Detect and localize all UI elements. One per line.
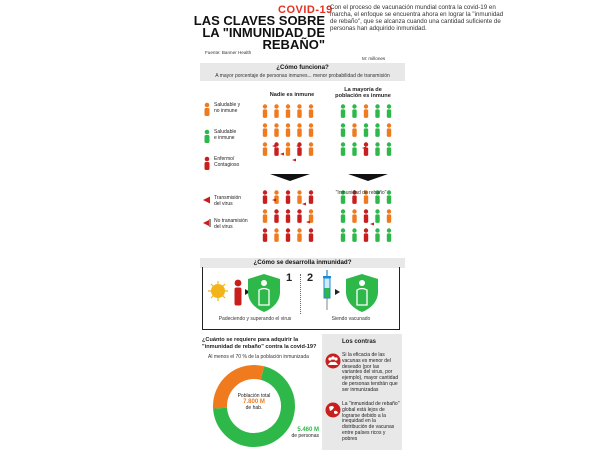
transmission-arrow-icon	[203, 196, 212, 204]
person-icon	[375, 209, 379, 223]
person-icon	[309, 104, 313, 118]
person-icon	[341, 142, 345, 156]
person-icon	[274, 104, 278, 118]
person-icon	[297, 228, 301, 242]
person-icon	[274, 142, 278, 156]
legend-label	[214, 129, 264, 141]
person-icon	[364, 228, 368, 242]
legend-label-2: del virus	[214, 224, 233, 230]
column-mostly-immune	[328, 87, 398, 100]
legend-label-1: Transmisión	[214, 195, 242, 201]
person-icon-red	[203, 156, 211, 170]
cons-item-2: La "inmunidad de rebaño" global está lejos de lograrse debido a la inequidad en la distribución de vacunas entre países ricos y pobres	[342, 401, 400, 442]
how-question: ¿Cómo funciona?	[276, 64, 329, 71]
legend-label-1: Saludable y	[214, 102, 241, 108]
total-label-2: de hab.	[245, 405, 263, 411]
requirement-note: Al menos el 70 % de la población inmunizada	[208, 354, 309, 360]
person-icon	[387, 209, 391, 223]
legend-label-1: No tranamisión	[214, 218, 248, 224]
legend-label	[214, 102, 264, 114]
person-icon	[297, 123, 301, 137]
transmission-arrow	[292, 159, 296, 162]
unit-note: M: millones	[362, 56, 386, 61]
source-note: Fuente: Banner Health	[205, 50, 252, 55]
person-icon	[387, 104, 391, 118]
immune-value: 5.460 M	[297, 427, 319, 433]
person-icon	[341, 104, 345, 118]
person-icon	[263, 104, 267, 118]
blocked-transmission-icon	[203, 219, 212, 227]
person-icon	[274, 123, 278, 137]
legend-label-2: no inmune	[214, 108, 238, 114]
cons-title: Los contras	[342, 339, 377, 345]
method-caption-1: Padeciendo y superando el virus	[218, 316, 292, 322]
requirement-question	[202, 337, 320, 350]
requirement-question-line-2: "inmunidad de rebaño" contra la covid-19?	[202, 343, 317, 350]
immune-callout	[281, 427, 319, 439]
method-number-2: 2	[307, 272, 314, 284]
herd-immunity-label: "Inmunidad de rebaño"	[335, 190, 387, 196]
person-icon	[263, 142, 267, 156]
kicker: COVID-19	[278, 4, 333, 16]
person-icon	[274, 228, 278, 242]
legend-label-2: del virus	[214, 201, 233, 207]
person-icon	[263, 228, 267, 242]
person-icon	[286, 209, 290, 223]
legend-label-1: Saludable	[214, 129, 237, 135]
person-icon	[286, 104, 290, 118]
transmission-arrow	[272, 145, 276, 148]
person-icon	[286, 123, 290, 137]
person-icon	[352, 209, 356, 223]
virus-to-person-illustration	[208, 270, 288, 314]
cons-item-1: Si la eficacia de las vacunas es menor del deseado (por las variantes del virus, por ejemplo), mayor cantidad de personas tendrán que ser inmunizadas	[342, 352, 399, 393]
person-icon	[263, 123, 267, 137]
person-icon	[341, 123, 345, 137]
total-label-1: Población total	[237, 393, 271, 399]
develop-divider	[300, 274, 302, 314]
person-icon	[352, 142, 356, 156]
person-icon	[375, 123, 379, 137]
person-icon	[352, 123, 356, 137]
transmission-arrow	[280, 153, 284, 156]
title-line-2: LA "INMUNIDAD DE	[202, 25, 325, 40]
person-icon	[375, 104, 379, 118]
column-mostly-immune-line-2: población es inmune	[335, 93, 391, 100]
method-caption-2: Siendo vacunado	[331, 316, 371, 322]
requirement-question-line-1: ¿Cuánto se requiere para adquirir la	[202, 337, 299, 343]
globe-icon	[325, 402, 341, 418]
person-icon	[375, 142, 379, 156]
legend	[203, 100, 263, 240]
total-value: 7.800 M	[243, 399, 265, 405]
arrow-icon	[335, 289, 340, 295]
person-icon	[309, 228, 313, 242]
person-icon	[387, 142, 391, 156]
person-icon	[352, 228, 356, 242]
group-people-icon	[325, 353, 341, 369]
person-icon	[297, 209, 301, 223]
column-mostly-immune-line-1: La mayoría de	[344, 87, 382, 93]
immune-label: de personas	[291, 433, 319, 439]
down-arrow-icon	[348, 174, 388, 181]
legend-label-2: Contagioso	[214, 162, 240, 168]
person-icon-orange	[203, 102, 211, 116]
person-icon	[297, 142, 301, 156]
person-icon	[341, 228, 345, 242]
shield-person-icon	[346, 274, 378, 312]
down-arrow-icon	[270, 174, 310, 181]
column-no-immune: Nadie es inmune	[269, 92, 315, 98]
person-icon	[375, 228, 379, 242]
person-icon	[364, 123, 368, 137]
page-title	[188, 15, 325, 51]
legend-label-1: Enfermo/	[214, 156, 235, 162]
how-subtitle: A mayor porcentaje de personas inmunes... menor probabilidad de transmisión	[215, 73, 390, 79]
legend-label	[214, 195, 264, 207]
donut-center	[232, 393, 276, 411]
person-icon	[352, 104, 356, 118]
person-icon	[263, 209, 267, 223]
person-icon	[309, 142, 313, 156]
shield-person-icon	[248, 274, 280, 312]
sick-person-icon	[235, 280, 242, 306]
transmission-arrow	[302, 203, 306, 206]
person-icon	[297, 104, 301, 118]
herd-immunity-label-wrap	[262, 181, 404, 199]
person-icon	[309, 123, 313, 137]
method-number-1: 1	[286, 272, 293, 284]
person-icon	[364, 209, 368, 223]
person-icon	[387, 228, 391, 242]
syringe-icon	[323, 270, 331, 310]
population-grids	[262, 104, 404, 254]
legend-label	[214, 156, 264, 168]
title-line-3: REBAÑO"	[262, 37, 325, 52]
person-icon	[364, 104, 368, 118]
transmission-arrow	[370, 223, 374, 226]
title-line-1: LAS CLAVES SOBRE	[193, 13, 325, 28]
virus-icon	[208, 281, 228, 301]
legend-label	[214, 218, 266, 230]
person-icon	[286, 228, 290, 242]
vaccine-to-person-illustration	[318, 270, 398, 314]
person-icon	[387, 123, 391, 137]
person-icon	[286, 142, 290, 156]
person-icon-green	[203, 129, 211, 143]
intro-text: Con el proceso de vacunación mundial contra la covid-19 en marcha, el enfoque se encuentra ahora en lograr la "inmunidad de rebaño", que se alcanza cuando una cantidad suficiente de personas han adquirido inmunidad.	[330, 4, 504, 32]
legend-label-2: e inmune	[214, 135, 235, 141]
develop-question: ¿Cómo se desarrolla inmunidad?	[253, 259, 352, 266]
transmission-arrow	[306, 221, 310, 224]
person-icon	[341, 209, 345, 223]
